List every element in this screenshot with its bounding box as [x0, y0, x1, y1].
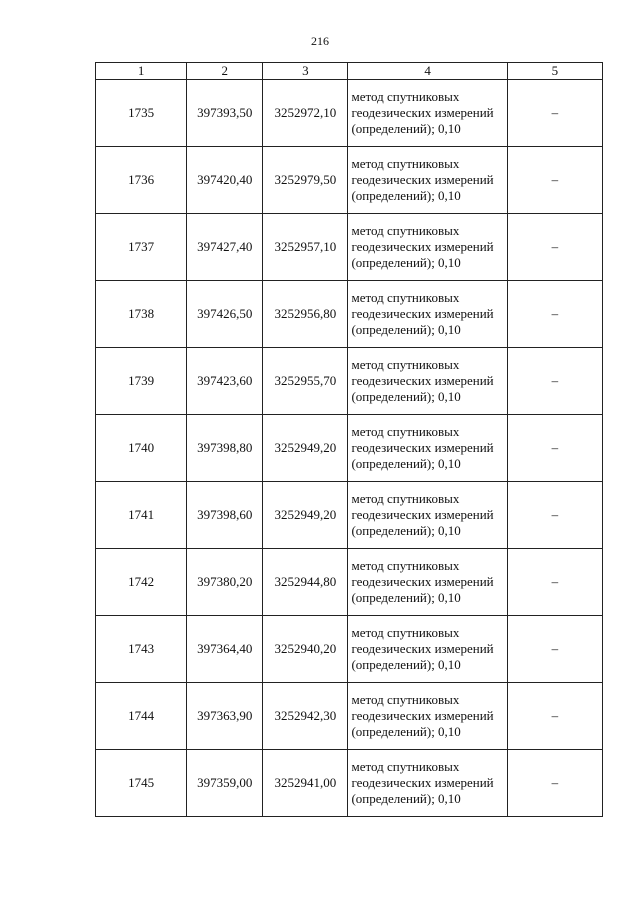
y-coordinate-cell: 3252972,10: [263, 80, 348, 147]
y-coordinate-cell: 3252949,20: [263, 482, 348, 549]
y-coordinate-cell: 3252940,20: [263, 616, 348, 683]
table-row: [96, 214, 603, 281]
y-coordinate-cell: 3252941,00: [263, 750, 348, 817]
table-row: [96, 549, 603, 616]
column-header-5: 5: [507, 63, 602, 80]
y-coordinate-cell: 3252979,50: [263, 147, 348, 214]
table-row: [96, 616, 603, 683]
page-number: 216: [311, 34, 329, 48]
note-cell: –: [507, 750, 602, 817]
point-number-cell: 1735: [96, 80, 187, 147]
point-number-cell: 1742: [96, 549, 187, 616]
note-cell: –: [507, 683, 602, 750]
point-number-cell: 1745: [96, 750, 187, 817]
note-cell: –: [507, 415, 602, 482]
point-number-cell: 1743: [96, 616, 187, 683]
note-cell: –: [507, 482, 602, 549]
method-cell: метод спутниковых геодезических измерений (определений); 0,10: [348, 281, 507, 348]
x-coordinate-cell: 397364,40: [187, 616, 263, 683]
method-cell: метод спутниковых геодезических измерений (определений); 0,10: [348, 750, 507, 817]
point-number-cell: 1738: [96, 281, 187, 348]
method-cell: метод спутниковых геодезических измерений (определений); 0,10: [348, 549, 507, 616]
table-row: [96, 683, 603, 750]
method-cell: метод спутниковых геодезических измерений (определений); 0,10: [348, 147, 507, 214]
x-coordinate-cell: 397420,40: [187, 147, 263, 214]
x-coordinate-cell: 397398,80: [187, 415, 263, 482]
table-row: [96, 281, 603, 348]
x-coordinate-cell: 397398,60: [187, 482, 263, 549]
method-cell: метод спутниковых геодезических измерений (определений); 0,10: [348, 348, 507, 415]
column-header-4: 4: [348, 63, 507, 80]
x-coordinate-cell: 397380,20: [187, 549, 263, 616]
x-coordinate-cell: 397363,90: [187, 683, 263, 750]
point-number-cell: 1739: [96, 348, 187, 415]
note-cell: –: [507, 214, 602, 281]
table-row: [96, 482, 603, 549]
point-number-cell: 1740: [96, 415, 187, 482]
note-cell: –: [507, 147, 602, 214]
x-coordinate-cell: 397423,60: [187, 348, 263, 415]
table-row: [96, 415, 603, 482]
point-number-cell: 1741: [96, 482, 187, 549]
y-coordinate-cell: 3252955,70: [263, 348, 348, 415]
table-row: [96, 147, 603, 214]
table-row: [96, 750, 603, 817]
note-cell: –: [507, 281, 602, 348]
note-cell: –: [507, 80, 602, 147]
column-header-1: 1: [96, 63, 187, 80]
note-cell: –: [507, 348, 602, 415]
point-number-cell: 1736: [96, 147, 187, 214]
method-cell: метод спутниковых геодезических измерений (определений); 0,10: [348, 683, 507, 750]
table-header-row: [96, 63, 603, 80]
y-coordinate-cell: 3252956,80: [263, 281, 348, 348]
x-coordinate-cell: 397427,40: [187, 214, 263, 281]
y-coordinate-cell: 3252942,30: [263, 683, 348, 750]
x-coordinate-cell: 397359,00: [187, 750, 263, 817]
coordinates-table: [95, 62, 603, 817]
point-number-cell: 1744: [96, 683, 187, 750]
note-cell: –: [507, 616, 602, 683]
y-coordinate-cell: 3252949,20: [263, 415, 348, 482]
method-cell: метод спутниковых геодезических измерений (определений); 0,10: [348, 214, 507, 281]
y-coordinate-cell: 3252957,10: [263, 214, 348, 281]
table-row: [96, 80, 603, 147]
method-cell: метод спутниковых геодезических измерений (определений); 0,10: [348, 482, 507, 549]
column-header-3: 3: [263, 63, 348, 80]
method-cell: метод спутниковых геодезических измерений (определений); 0,10: [348, 80, 507, 147]
method-cell: метод спутниковых геодезических измерений (определений); 0,10: [348, 616, 507, 683]
x-coordinate-cell: 397426,50: [187, 281, 263, 348]
method-cell: метод спутниковых геодезических измерений (определений); 0,10: [348, 415, 507, 482]
column-header-2: 2: [187, 63, 263, 80]
y-coordinate-cell: 3252944,80: [263, 549, 348, 616]
x-coordinate-cell: 397393,50: [187, 80, 263, 147]
table-row: [96, 348, 603, 415]
point-number-cell: 1737: [96, 214, 187, 281]
note-cell: –: [507, 549, 602, 616]
